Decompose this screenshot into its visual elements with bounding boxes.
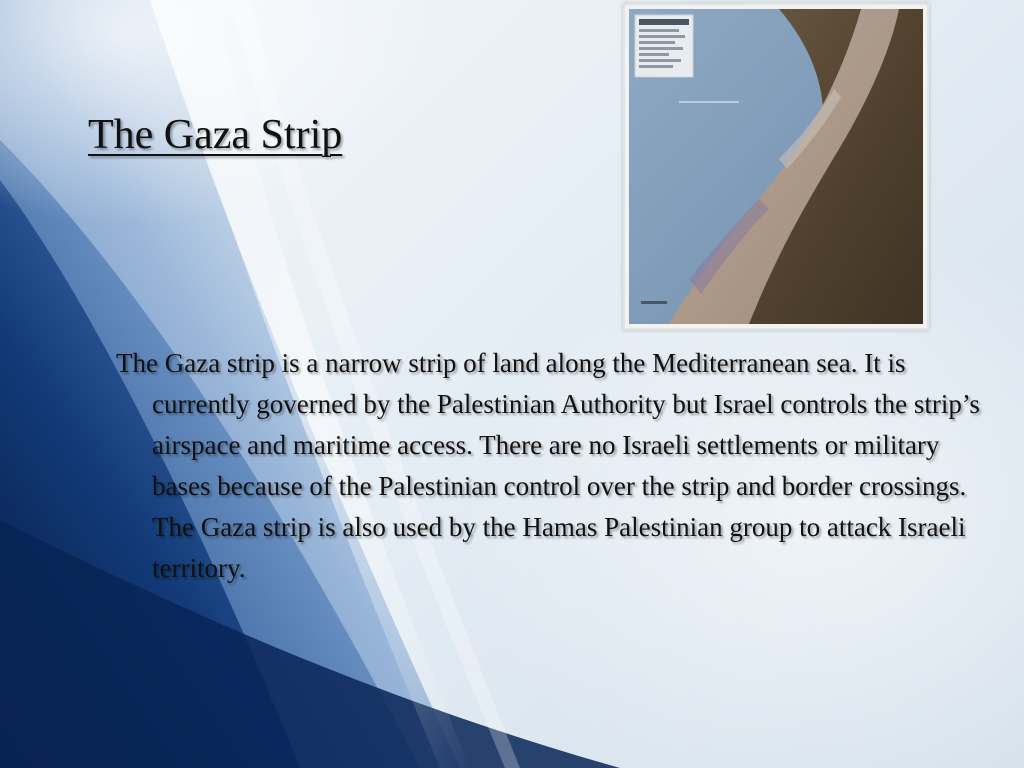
satellite-map-image — [623, 3, 929, 330]
body-paragraph: The Gaza strip is a narrow strip of land along the Mediterranean sea. It is currently governed by the Palestinian Authority but Israel controls the strip’s airspace and maritime access. There are no Israeli settlements or military bases because of the Palestinian control over the strip and border crossings. The Gaza strip is also used by the Hamas Palestinian group to attack Israeli territory. — [116, 348, 980, 583]
slide-title: The Gaza Strip — [88, 112, 343, 158]
map-graphic — [629, 9, 923, 324]
